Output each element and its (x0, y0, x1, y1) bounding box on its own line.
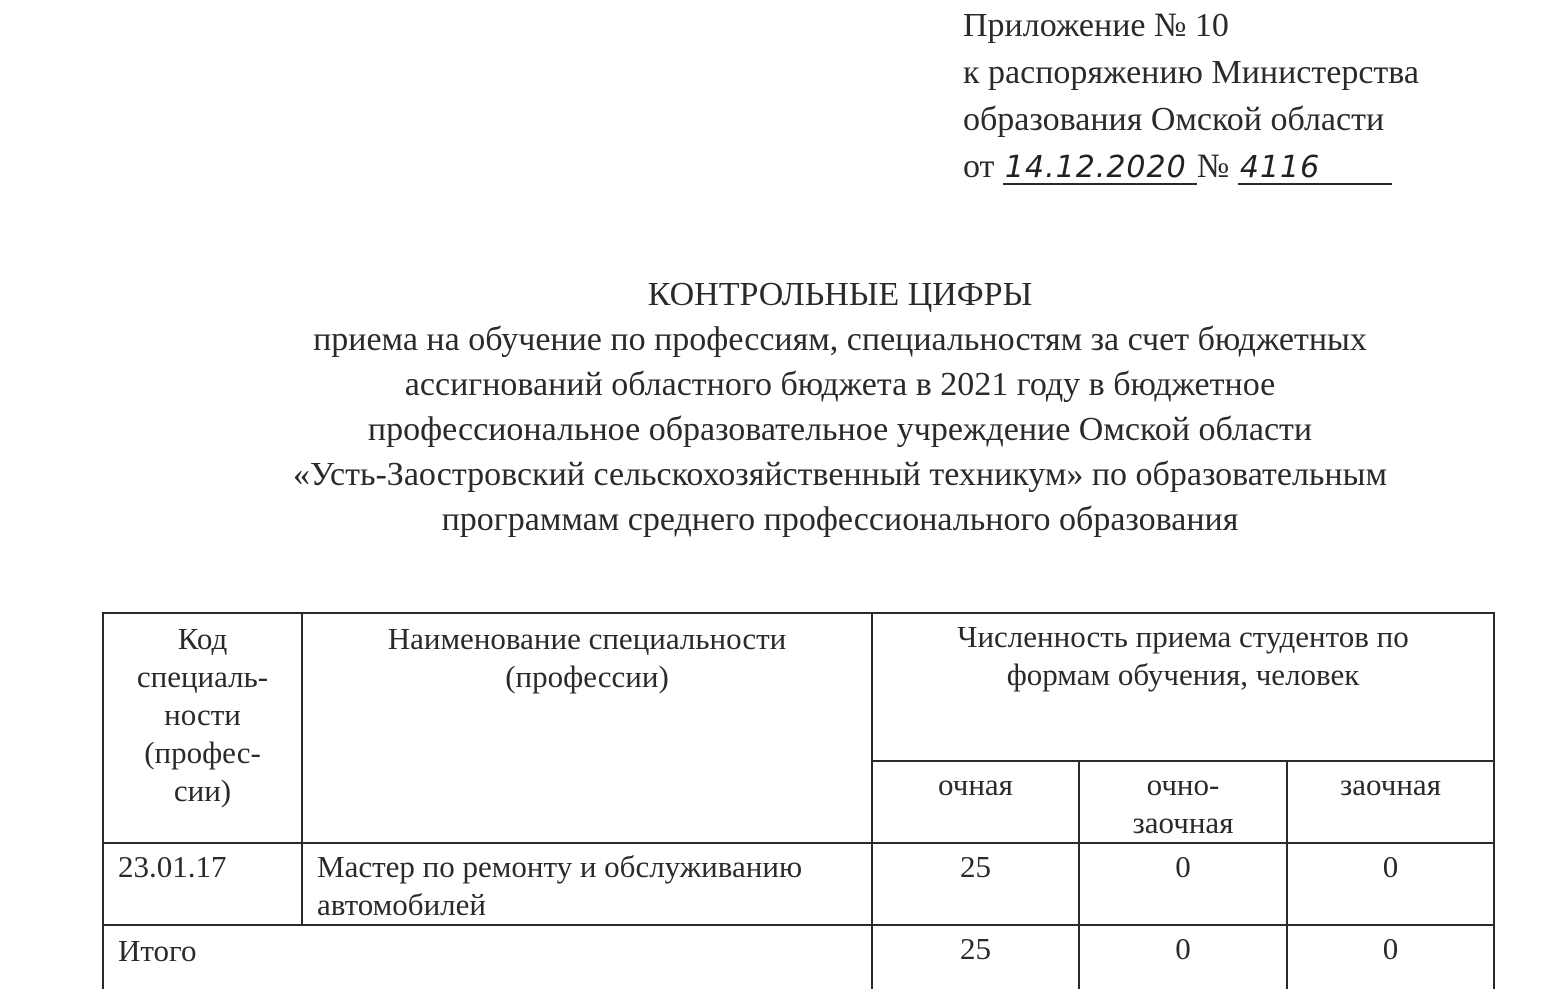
total-part-time: 0 (1079, 925, 1287, 989)
handwritten-date: 14.12.2020 (1003, 153, 1197, 185)
title-line-3: профессиональное образовательное учреждение Омской области (367, 411, 1313, 448)
title-line-4: «Усть-Заостровский сельскохозяйственный техникум» по образовательным (293, 456, 1387, 493)
table-total-row (103, 925, 1494, 989)
table-header-row (103, 613, 1494, 761)
title-line-1: приема на обучение по профессиям, специальностям за счет бюджетных (313, 321, 1367, 358)
date-prefix: от (963, 148, 995, 185)
table-row (103, 843, 1494, 925)
row-name: Мастер по ремонту и обслуживанию автомобилей (302, 843, 872, 925)
header-extramural: заочная (1287, 761, 1494, 843)
appendix-header (963, 2, 1523, 190)
row-code: 23.01.17 (103, 843, 302, 925)
header-code: Код специаль-ности (профес-сии) (103, 613, 302, 843)
appendix-order-ref: к распоряжению Министерства (963, 54, 1419, 91)
appendix-date-line (963, 143, 1523, 190)
handwritten-number: 4116 (1238, 153, 1392, 185)
document-title-block (180, 272, 1500, 542)
total-label: Итого (103, 925, 872, 989)
row-full-time: 25 (872, 843, 1079, 925)
header-part-time: очно-заочная (1079, 761, 1287, 843)
title-line-2: ассигнований областного бюджета в 2021 году в бюджетное (404, 366, 1276, 403)
document-heading: КОНТРОЛЬНЫЕ ЦИФРЫ (647, 276, 1033, 313)
total-extramural: 0 (1287, 925, 1494, 989)
appendix-title: Приложение № 10 (963, 7, 1229, 44)
admission-table (102, 612, 1495, 989)
total-full-time: 25 (872, 925, 1079, 989)
title-line-5: программам среднего профессионального образования (441, 501, 1239, 538)
appendix-ministry: образования Омской области (963, 101, 1385, 138)
number-sign: № (1196, 148, 1230, 185)
header-full-time: очная (872, 761, 1079, 843)
header-count: Численность приема студентов по формам обучения, человек (872, 613, 1494, 761)
header-name: Наименование специальности (профессии) (302, 613, 872, 843)
row-part-time: 0 (1079, 843, 1287, 925)
row-extramural: 0 (1287, 843, 1494, 925)
